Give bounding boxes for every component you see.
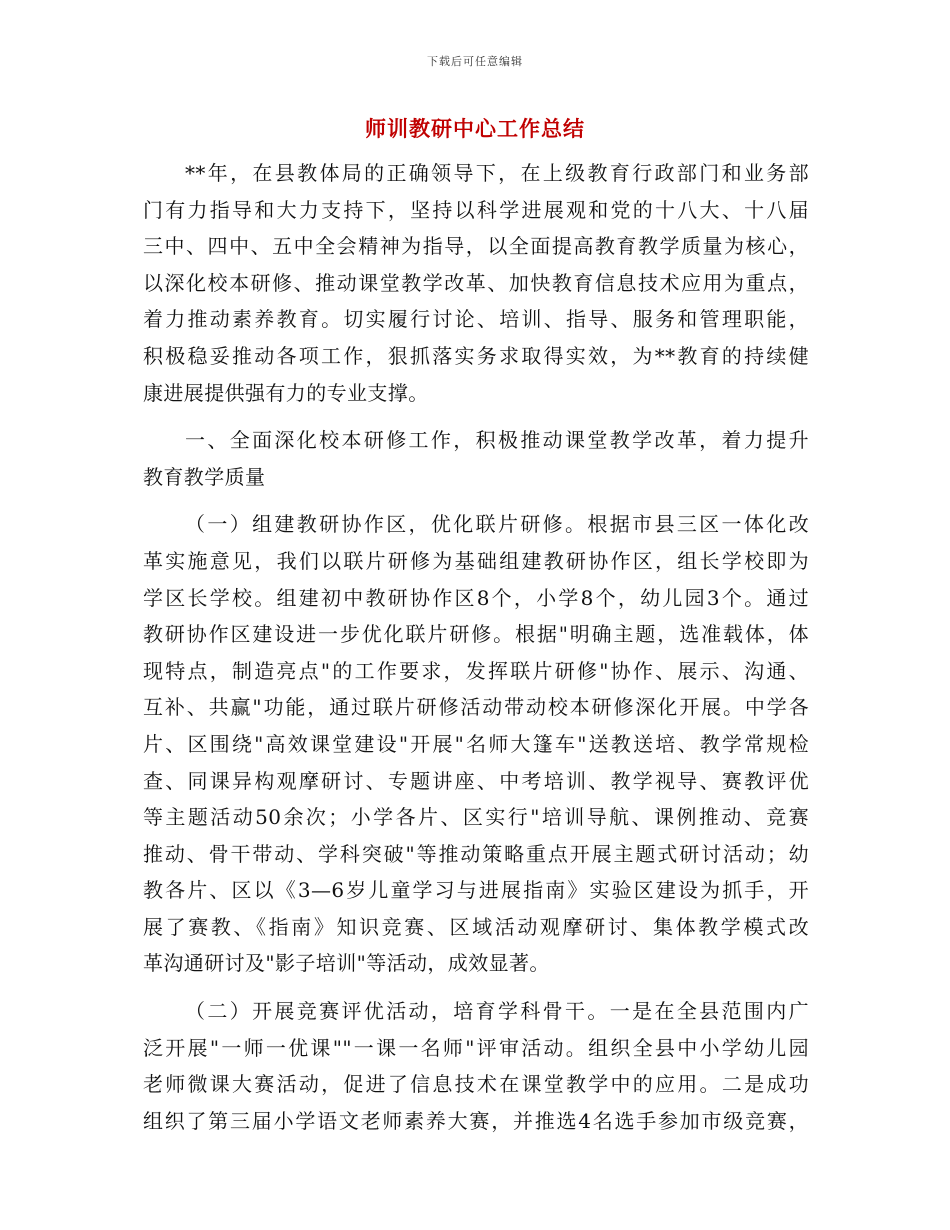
paragraph-line: 一、全面深化校本研修工作，积极推动课堂教学改革，着力提升: [185, 428, 809, 453]
paragraph-line: （一）组建教研协作区，优化联片研修。根据市县三区一体化改: [185, 512, 809, 537]
paragraph-line: 推动、骨干带动、学科突破"等推动策略重点开展主题式研讨活动；幼: [143, 841, 809, 866]
paragraph-line: 现特点，制造亮点"的工作要求，发挥联片研修"协作、展示、沟通、: [143, 658, 809, 683]
paragraph-line: （二）开展竞赛评优活动，培育学科骨干。一是在全县范围内广: [185, 999, 809, 1024]
paragraph-line: 教研协作区建设进一步优化联片研修。根据"明确主题，选准载体，体: [143, 622, 809, 647]
paragraph-line: 门有力指导和大力支持下，坚持以科学进展观和党的十八大、十八届: [143, 197, 809, 222]
paragraph-line: 积极稳妥推动各项工作，狠抓落实务求取得实效，为**教育的持续健: [143, 343, 809, 368]
paragraph-line: 三中、四中、五中全会精神为指导，以全面提高教育教学质量为核心，: [143, 234, 809, 259]
paragraph-line: 以深化校本研修、推动课堂教学改革、加快教育信息技术应用为重点，: [143, 270, 809, 295]
header-note: 下载后可任意编辑: [427, 55, 523, 68]
paragraph-line: 等主题活动50余次；小学各片、区实行"培训导航、课例推动、竞赛: [143, 805, 809, 830]
paragraph-line: 教各片、区以《3—6岁儿童学习与进展指南》实验区建设为抓手，开: [143, 878, 809, 903]
paragraph-line: 学区长学校。组建初中教研协作区8个，小学8个，幼儿园3个。通过: [143, 585, 809, 610]
paragraph-line: 革沟通研讨及"影子培训"等活动，成效显著。: [143, 951, 550, 976]
document-body: [143, 155, 809, 1139]
paragraph-line: 着力推动素养教育。切实履行讨论、培训、指导、服务和管理职能，: [143, 307, 809, 332]
paragraph-line: 泛开展"一师一优课""一课一名师"评审活动。组织全县中小学幼儿园: [143, 1035, 809, 1060]
paragraph-line: 查、同课异构观摩研讨、专题讲座、中考培训、教学视导、赛教评优: [143, 768, 809, 793]
paragraph-line: 互补、共赢"功能，通过联片研修活动带动校本研修深化开展。中学各: [143, 695, 809, 720]
paragraph-line: 康进展提供强有力的专业支撑。: [143, 380, 429, 405]
paragraph-line: 片、区围绕"高效课堂建设"开展"名师大篷车"送教送培、教学常规检: [143, 731, 809, 756]
paragraph-line: 展了赛教、《指南》知识竞赛、区域活动观摩研讨、集体教学模式改: [143, 914, 809, 939]
paragraph-line: 组织了第三届小学语文老师素养大赛，并推选4名选手参加市级竞赛，: [143, 1108, 809, 1133]
paragraph-line: 教育教学质量: [143, 464, 266, 489]
document-title: 师训教研中心工作总结: [365, 116, 585, 141]
paragraph-line: 革实施意见，我们以联片研修为基础组建教研协作区，组长学校即为: [143, 548, 809, 573]
paragraph-line: 老师微课大赛活动，促进了信息技术在课堂教学中的应用。二是成功: [143, 1072, 809, 1097]
paragraph-line: **年，在县教体局的正确领导下，在上级教育行政部门和业务部: [185, 161, 809, 185]
